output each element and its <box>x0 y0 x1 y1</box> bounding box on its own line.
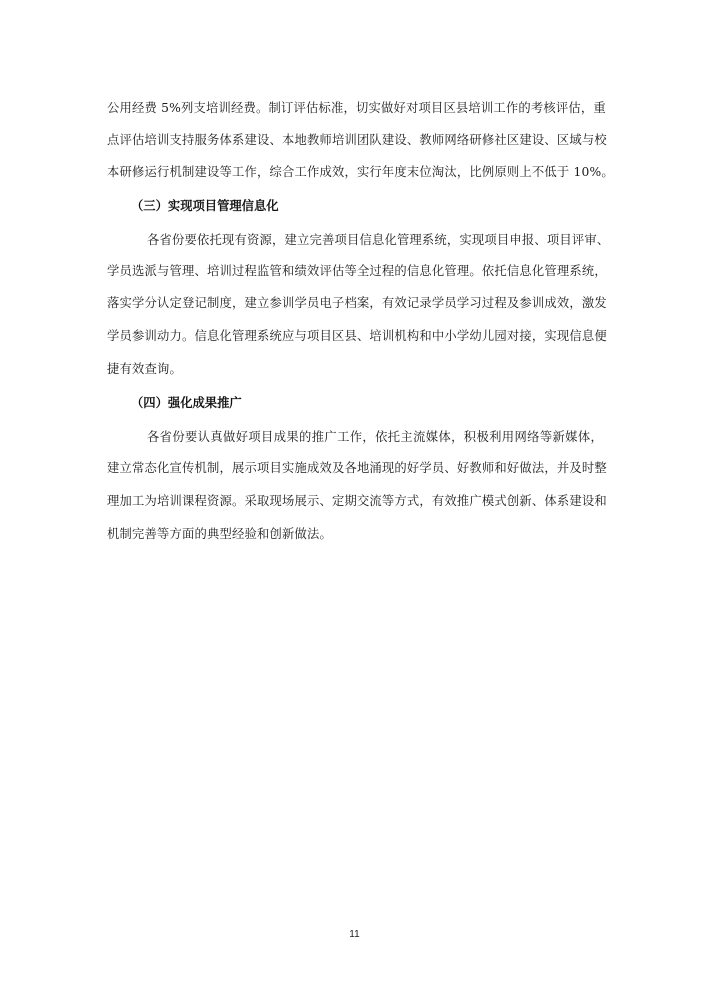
section3-line-5: 捷有效查询。 <box>107 362 182 376</box>
paragraph1-line-1: 公用经费 5%列支培训经费。制订评估标准，切实做好对项目区县培训工作的考核评估，重 <box>107 101 606 115</box>
section3-line-3: 落实学分认定登记制度，建立参训学员电子档案，有效记录学员学习过程及参训成效，激发 <box>107 296 607 310</box>
section3-line-4: 学员参训动力。信息化管理系统应与项目区县、培训机构和中小学幼儿园对接，实现信息便 <box>107 329 607 343</box>
section4-line-3: 理加工为培训课程资源。采取现场展示、定期交流等方式，有效推广模式创新、体系建设和 <box>107 494 607 508</box>
section4-line-1: 各省份要认真做好项目成果的推广工作，依托主流媒体，积极利用网络等新媒体， <box>147 430 603 444</box>
paragraph1-line-3: 本研修运行机制建设等工作，综合工作成效，实行年度末位淘汰，比例原则上不低于 10%。 <box>107 165 614 179</box>
section3-line-1: 各省份要依托现有资源，建立完善项目信息化管理系统，实现项目申报、项目评审、 <box>147 233 610 247</box>
section3-heading: （三）实现项目管理信息化 <box>131 199 279 213</box>
section4-line-4: 机制完善等方面的典型经验和创新做法。 <box>107 527 332 541</box>
paragraph1-line-2: 点评估培训支持服务体系建设、本地教师培训团队建设、教师网络研修社区建设、区域与校 <box>107 133 607 147</box>
section4-line-2: 建立常态化宣传机制，展示项目实施成效及各地涌现的好学员、好教师和好做法，并及时整 <box>107 461 607 475</box>
section4-heading: （四）强化成果推广 <box>131 396 242 410</box>
section3-line-2: 学员选派与管理、培训过程监管和绩效评估等全过程的信息化管理。依托信息化管理系统， <box>107 264 607 278</box>
page-number: 11 <box>349 929 360 940</box>
